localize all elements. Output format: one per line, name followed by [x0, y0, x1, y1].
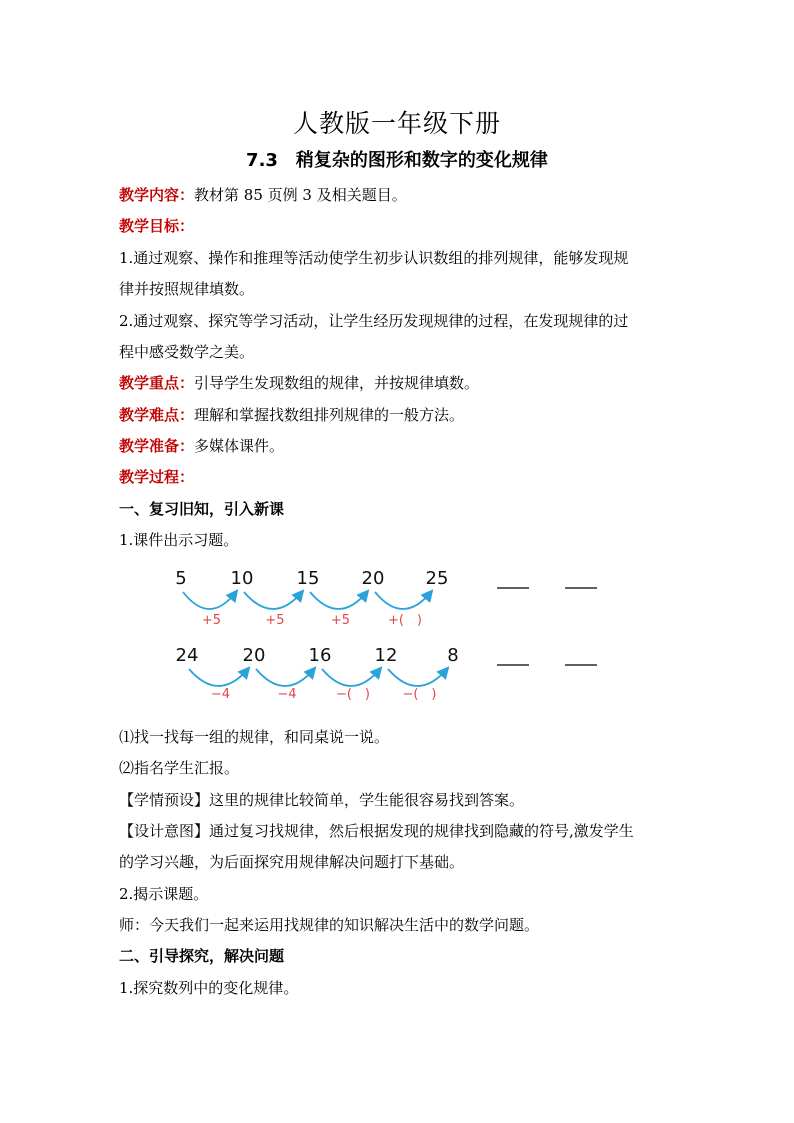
- teacher-line: 师：今天我们一起来运用找规律的知识解决生活中的数学问题。: [119, 916, 540, 934]
- difficulty-text: 理解和掌握找数组排列规律的一般方法。: [194, 406, 465, 424]
- step-label: +5: [201, 613, 222, 628]
- step-arrow: [256, 669, 314, 686]
- key-line: [119, 373, 479, 393]
- step-arrow: [388, 669, 447, 686]
- goal-2-line-1: 2.通过观察、探究等学习活动，让学生经历发现规律的过程，在发现规律的过: [119, 312, 629, 330]
- process-label: 教学过程：: [119, 468, 195, 486]
- intent-line-1: 【设计意图】通过复习找规律，然后根据发现的规律找到隐藏的符号,激发学生: [119, 822, 634, 840]
- sequence-number: 8: [447, 645, 459, 666]
- goal-1-line-1: 1.通过观察、操作和推理等活动使学生初步认识数组的排列规律，能够发现规: [119, 249, 629, 267]
- step-label: +5: [330, 613, 351, 628]
- section-1-item-1: 1.课件出示习题。: [119, 531, 239, 549]
- sequence-number: 16: [308, 645, 332, 666]
- sequence-number: 20: [361, 568, 385, 589]
- intent-line-2: 的学习兴趣，为后面探究用规律解决问题打下基础。: [119, 853, 465, 871]
- content-text: 教材第 85 页例 3 及相关题目。: [194, 186, 407, 204]
- difficulty-label: 教学难点：: [119, 406, 195, 424]
- sequence-row-1: [175, 568, 448, 628]
- goals-heading: [119, 216, 194, 236]
- section-2-item-1: 1.探究数列中的变化规律。: [119, 979, 299, 997]
- step-label: −4: [277, 687, 297, 702]
- question-2: ⑵指名学生汇报。: [119, 759, 240, 777]
- sequence-row-2: [176, 645, 459, 702]
- step-arrow: [375, 592, 431, 609]
- sequence-number: 5: [175, 568, 187, 589]
- goals-label: 教学目标：: [119, 217, 195, 235]
- prep-line: [119, 436, 284, 456]
- question-1: ⑴找一找每一组的规律，和同桌说一说。: [119, 728, 390, 746]
- goal-1-line-2: 律并按照规律填数。: [119, 280, 255, 298]
- step-arrow: [183, 592, 236, 609]
- section-2-heading: 二、引导探究，解决问题: [119, 947, 285, 965]
- step-arrow: [189, 669, 248, 686]
- section-1-item-2: 2.揭示课题。: [119, 885, 209, 903]
- preset-note: 【学情预设】这里的规律比较简单，学生能很容易找到答案。: [119, 791, 525, 809]
- sequence-number: 24: [175, 645, 199, 666]
- number-sequence-figure: [165, 562, 635, 702]
- prep-text: 多媒体课件。: [194, 437, 285, 455]
- sequence-number: 10: [230, 568, 254, 589]
- step-arrow: [322, 669, 380, 686]
- difficulty-line: [119, 405, 464, 425]
- goal-2-line-2: 程中感受数学之美。: [119, 343, 255, 361]
- process-heading: [119, 467, 194, 487]
- sequence-number: 25: [425, 568, 449, 589]
- document-title: 人教版一年级下册: [292, 109, 501, 138]
- lesson-subtitle: 7.3 稍复杂的图形和数字的变化规律: [246, 150, 548, 171]
- content-line: [119, 185, 407, 205]
- key-text: 引导学生发现数组的规律，并按规律填数。: [194, 374, 480, 392]
- prep-label: 教学准备：: [119, 437, 195, 455]
- sequence-number: 20: [242, 645, 266, 666]
- step-label: −( ): [402, 687, 437, 702]
- content-label: 教学内容：: [119, 186, 195, 204]
- step-label: +( ): [387, 613, 423, 628]
- sequence-number: 15: [296, 568, 320, 589]
- step-arrow: [244, 592, 302, 609]
- step-label: −4: [210, 687, 231, 702]
- section-1-heading: 一、复习旧知，引入新课: [119, 500, 285, 518]
- step-label: +5: [265, 613, 285, 628]
- step-label: −( ): [335, 687, 371, 702]
- step-arrow: [310, 592, 367, 609]
- sequence-number: 12: [374, 645, 398, 666]
- key-label: 教学重点：: [119, 374, 195, 392]
